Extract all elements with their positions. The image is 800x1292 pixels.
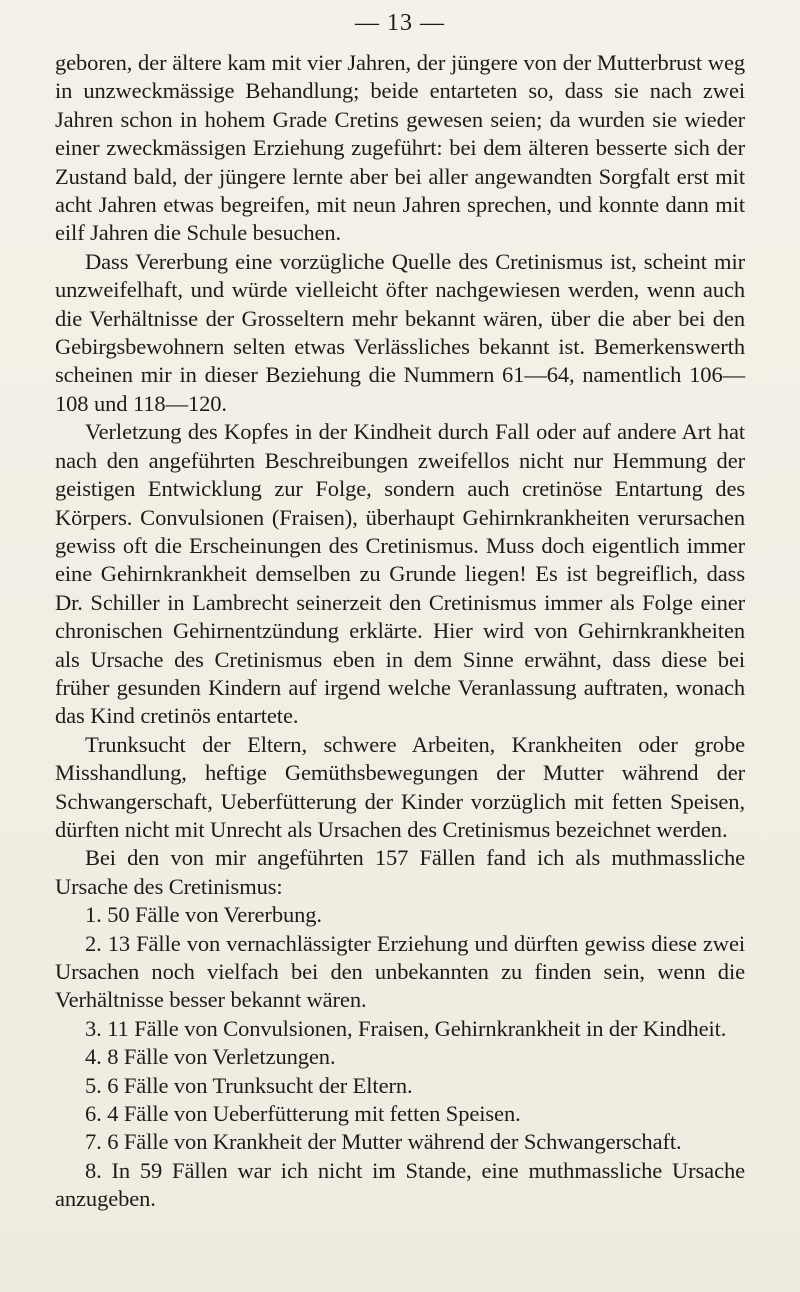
list-item: 4. 8 Fälle von Verletzungen. xyxy=(85,1044,336,1070)
body-text xyxy=(55,49,745,1214)
list-item: 6. 4 Fälle von Ueberfütterung mit fetten Speisen. xyxy=(85,1101,521,1127)
list-item: 2. 13 Fälle von vernachlässigter Erziehung und dürften gewiss diese zwei Ursachen noch vielfach bei den unbekannten zu finden sein, wenn die Verhältnisse besser bekannt wären. xyxy=(55,930,745,1013)
paragraph: Dass Vererbung eine vorzügliche Quelle des Cretinismus ist, scheint mir unzweifelhaft, und würde vielleicht öfter nachgewiesen werden, wenn auch die Verhältnisse der Grosseltern mehr bekannt wären, über die aber bei den Gebirgsbewohnern selten etwas Verlässliches bekannt ist. Bemerkenswerth scheinen mir in dieser Beziehung die Nummern 61—64, namentlich 106—108 und 118—120. xyxy=(55,248,745,416)
list-item: 3. 11 Fälle von Convulsionen, Fraisen, Gehirnkrankheit in der Kindheit. xyxy=(85,1015,727,1041)
paragraph: Trunksucht der Eltern, schwere Arbeiten, Krankheiten oder grobe Misshandlung, heftige Gemüthsbewegungen der Mutter während der Schwangerschaft, Ueberfütterung der Kinder vorzüglich mit fetten Speisen, dürften nicht mit Unrecht als Ursachen des Cretinismus bezeichnet werden. xyxy=(55,731,745,842)
list-item: 5. 6 Fälle von Trunksucht der Eltern. xyxy=(85,1072,413,1098)
paragraph: Verletzung des Kopfes in der Kindheit durch Fall oder auf andere Art hat nach den angeführten Beschreibungen zweifellos nicht nur Hemmung der geistigen Entwicklung zur Folge, sondern auch cretinöse Entartung des Körpers. Convulsionen (Fraisen), überhaupt Gehirnkrankheiten verursachen gewiss oft die Erscheinungen des Cretinismus. Muss doch eigentlich immer eine Gehirnkrankheit demselben zu Grunde liegen! Es ist begreiflich, dass Dr. Schiller in Lambrecht seinerzeit den Cretinismus immer als Folge einer chronischen Gehirnentzündung erklärte. Hier wird von Gehirnkrankheiten als Ursache des Cretinismus eben in dem Sinne erwähnt, dass diese bei früher gesunden Kindern auf irgend welche Veranlassung auftraten, wonach das Kind cretinös entartete. xyxy=(55,419,745,729)
list-item: 7. 6 Fälle von Krankheit der Mutter während der Schwangerschaft. xyxy=(85,1129,682,1155)
paragraph: geboren, der ältere kam mit vier Jahren, der jüngere von der Mutterbrust weg in unzweckmässige Behandlung; beide entarteten so, dass sie nach zwei Jahren schon in hohem Grade Cretins gewesen seien; da wurden sie wieder einer zweckmässigen Erziehung zugeführt: bei dem älteren besserte sich der Zustand bald, der jüngere lernte aber bei aller angewandten Sorgfalt erst mit acht Jahren etwas begreifen, mit neun Jahren sprechen, und konnte dann mit eilf Jahren die Schule besuchen. xyxy=(55,50,745,246)
list-item: 8. In 59 Fällen war ich nicht im Stande, eine muthmassliche Ursache anzugeben. xyxy=(55,1157,745,1212)
list-item: 1. 50 Fälle von Vererbung. xyxy=(85,902,322,928)
paragraph: Bei den von mir angeführten 157 Fällen fand ich als muthmassliche Ursache des Cretinismus: xyxy=(55,845,745,899)
page-number-header: — 13 — xyxy=(355,10,445,36)
